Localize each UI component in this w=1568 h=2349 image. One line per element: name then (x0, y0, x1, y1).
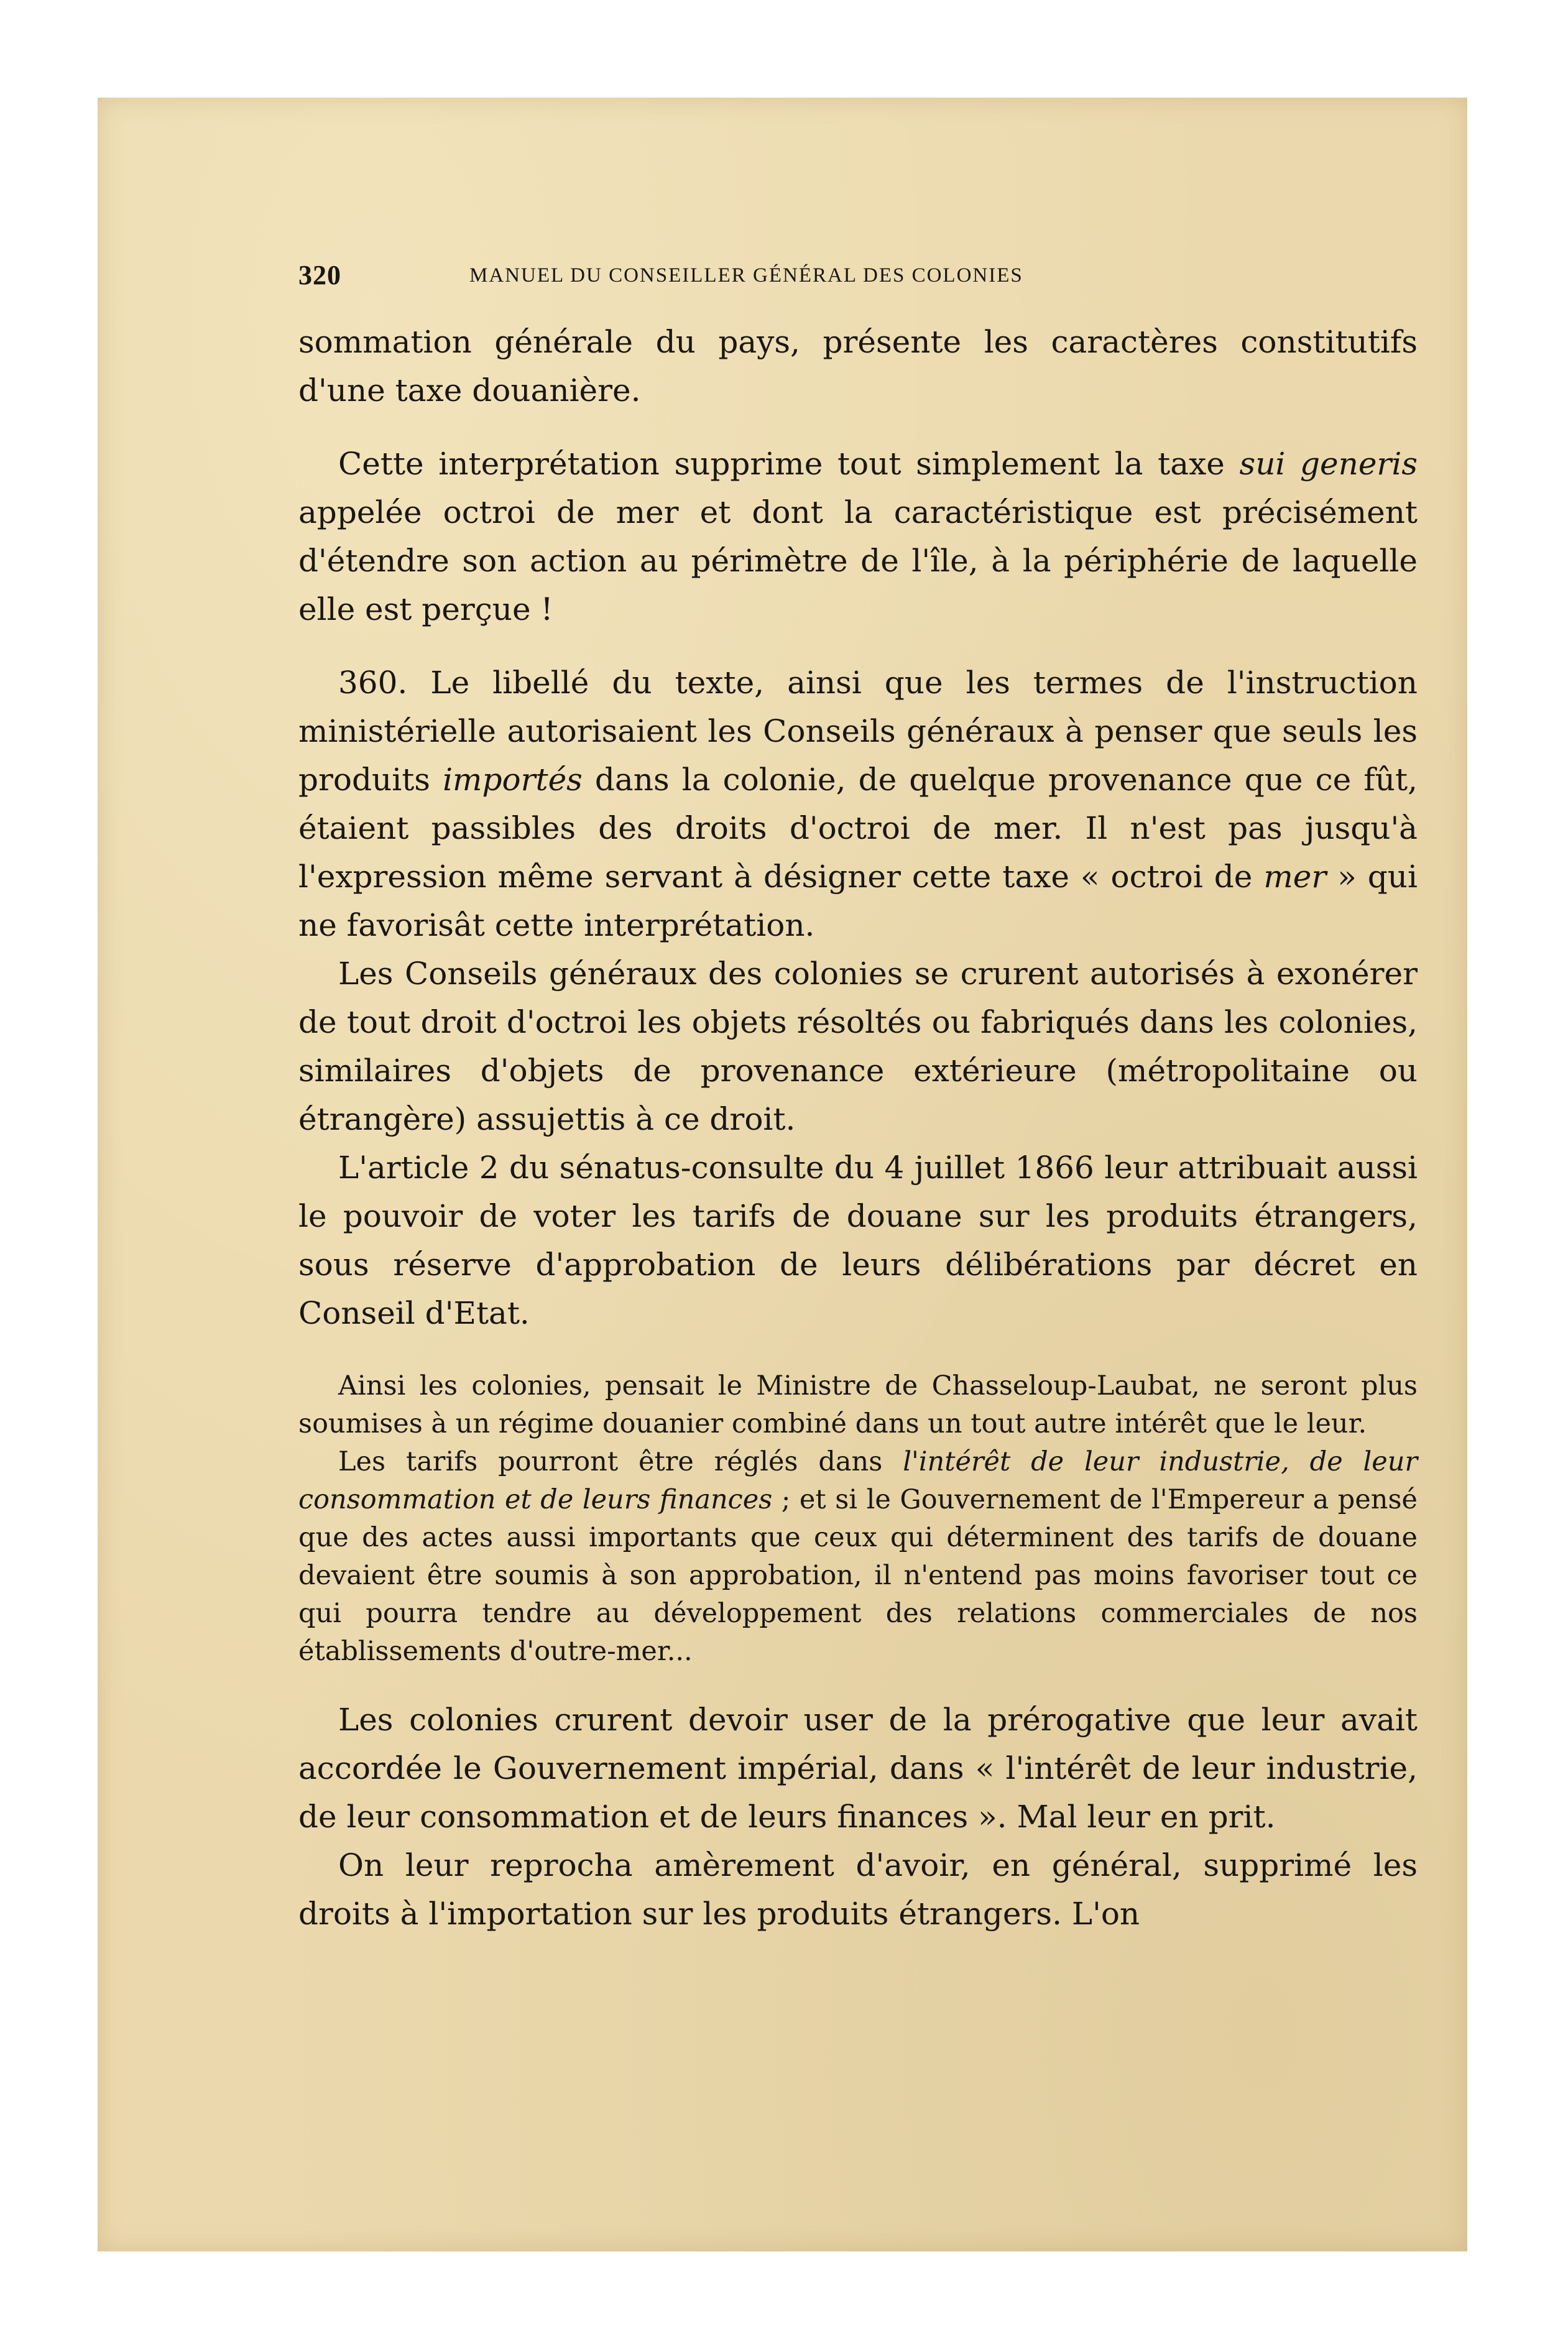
paragraph-reproche: On leur reprocha amèrement d'avoir, en général, supprimé les droits à l'importation sur les produits étrangers. L'on (298, 1847, 1418, 1932)
italic-term: sui generis (1239, 446, 1418, 482)
paragraph-conseils: Les Conseils généraux des colonies se crurent autorisés à exonérer de tout droit d'octroi les objets résoltés ou fabriqués dans les colonies, similaires d'objets de provenance extérieure (métropolitaine ou étrangère) assujettis à ce droit. (298, 956, 1418, 1137)
page-content (298, 259, 1418, 1938)
paragraph-prerogative: Les colonies crurent devoir user de la prérogative que leur avait accordée le Gouvernement impérial, dans « l'intérêt de leur industrie, de leur consommation et de leurs finances ». Mal leur en prit. (298, 1702, 1418, 1835)
quote-paragraph-2: Les tarifs pourront être réglés dans l'intérêt de leur industrie, de leur consommation et de leurs finances ; et si le Gouvernement de l'Empereur a pensé que des actes aussi importants que ceux qui déterminent des tarifs de douane devaient être soumis à son approbation, il n'entend pas moins favoriser tout ce qui pourra tendre au développement des relations commerciales de nos établissements d'outre-mer... (298, 1446, 1418, 1667)
italic-term: importés (443, 762, 583, 798)
page-number: 320 (298, 260, 341, 290)
page-header (298, 259, 1418, 297)
paragraph-360: 360. Le libellé du texte, ainsi que les termes de l'instruction ministérielle autorisaient les Conseils généraux à penser que seuls les produits importés dans la colonie, de quelque provenance que ce fût, étaient passibles des droits d'octroi de mer. Il n'est pas jusqu'à l'expression même servant à désigner cette taxe « octroi de mer » qui ne favorisât cette interprétation. (298, 665, 1418, 943)
quote-paragraph-1: Ainsi les colonies, pensait le Ministre de Chasseloup-Laubat, ne seront plus soumises à un régime douanier combiné dans un tout autre intérêt que le leur. (298, 1370, 1418, 1439)
italic-quote: l'intérêt de leur industrie, de leur consommation et de leurs finances (298, 1446, 1418, 1515)
block-quote (298, 1367, 1418, 1671)
paragraph-continuation: sommation générale du pays, présente les caractères constitutifs d'une taxe douanière. (298, 324, 1418, 408)
book-page (98, 98, 1467, 2251)
paragraph-interpretation: Cette interprétation supprime tout simplement la taxe sui generis appelée octroi de mer et dont la caractéristique est précisément d'étendre son action au périmètre de l'île, à la périphérie de laquelle elle est perçue ! (298, 446, 1418, 627)
italic-term: mer (1263, 859, 1327, 895)
running-title: MANUEL DU CONSEILLER GÉNÉRAL DES COLONIES (469, 264, 1023, 287)
paragraph-article-2: L'article 2 du sénatus-consulte du 4 juillet 1866 leur attribuait aussi le pouvoir de voter les tarifs de douane sur les produits étrangers, sous réserve d'approbation de leurs délibérations par décret en Conseil d'Etat. (298, 1150, 1418, 1331)
